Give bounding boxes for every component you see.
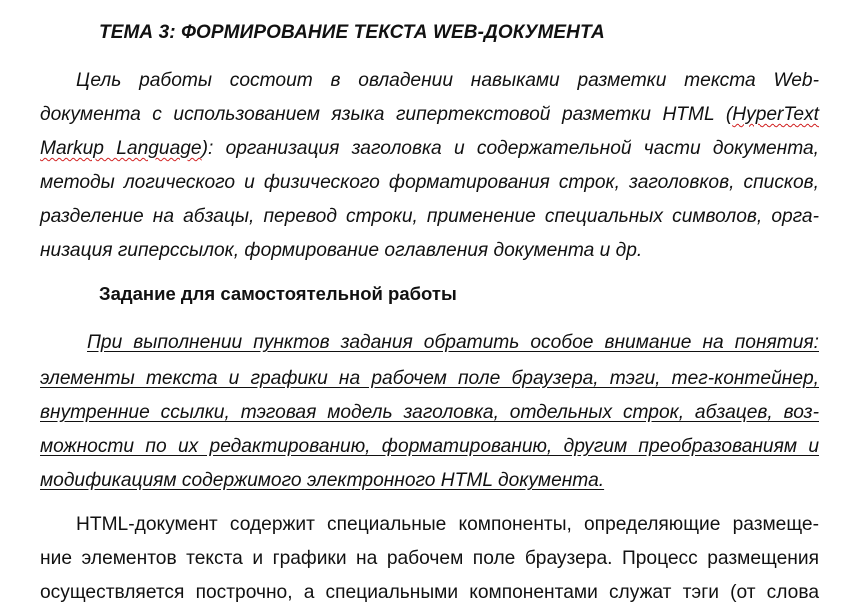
paragraph1-line-5: разделение на абзацы, перевод строки, применение специальных символов, орга-: [40, 206, 819, 227]
paragraph2-line-4: [40, 430, 819, 464]
paragraph2-line-3-text: внутренние ссылки, тэговая модель заголовка, отдельных строк, абзацев, воз-: [40, 402, 819, 423]
paragraph1-line-2-text: документа с использованием языка гипертекстовой разметки HTML (: [40, 104, 733, 125]
paragraph3-line-3: осуществляется построчно, а специальными компонентами служат тэги (от слова: [40, 582, 819, 603]
spellcheck-word-hypertext: HyperText: [732, 104, 819, 125]
document-title: ТЕМА 3: ФОРМИРОВАНИЕ ТЕКСТА WEB-ДОКУМЕНТА: [99, 22, 605, 43]
paragraph1-line-2: [40, 98, 819, 132]
paragraph1-line-4: методы логического и физического форматирования строк, заголовков, списков,: [40, 172, 819, 193]
paragraph3-line-2: ние элементов текста и графики на рабочем поле браузера. Процесс размещения: [40, 548, 819, 569]
section-heading: Задание для самостоятельной работы: [99, 283, 457, 304]
paragraph3-line-1: HTML-документ содержит специальные компоненты, определяющие размеще-: [76, 514, 819, 535]
paragraph2-line-1-text: При выполнении пунктов задания обратить особое внимание на понятия:: [87, 332, 819, 353]
paragraph1-line-1: Цель работы состоит в овладении навыками разметки текста Web-: [76, 70, 819, 91]
paragraph1-line-3: [40, 132, 819, 166]
paragraph2-line-1: [87, 326, 819, 360]
paragraph2-line-4-text: можности по их редактированию, форматированию, другим преобразованиям и: [40, 436, 819, 457]
paragraph1-line-3-text: ): организация заголовка и содержательной части документа,: [201, 138, 819, 159]
paragraph2-line-2: [40, 362, 819, 396]
paragraph2-line-2-text: элементы текста и графики на рабочем поле браузера, тэги, тег-контейнер,: [40, 368, 819, 389]
paragraph1-line-6: низация гиперссылок, формирование оглавления документа и др.: [40, 240, 643, 261]
paragraph2-line-3: [40, 396, 819, 430]
spellcheck-phrase-markup-language: Markup Language: [40, 138, 202, 159]
paragraph2-line-5-text: модификациям содержимого электронного HTML документа.: [40, 470, 605, 491]
paragraph2-line-5: [40, 464, 819, 498]
